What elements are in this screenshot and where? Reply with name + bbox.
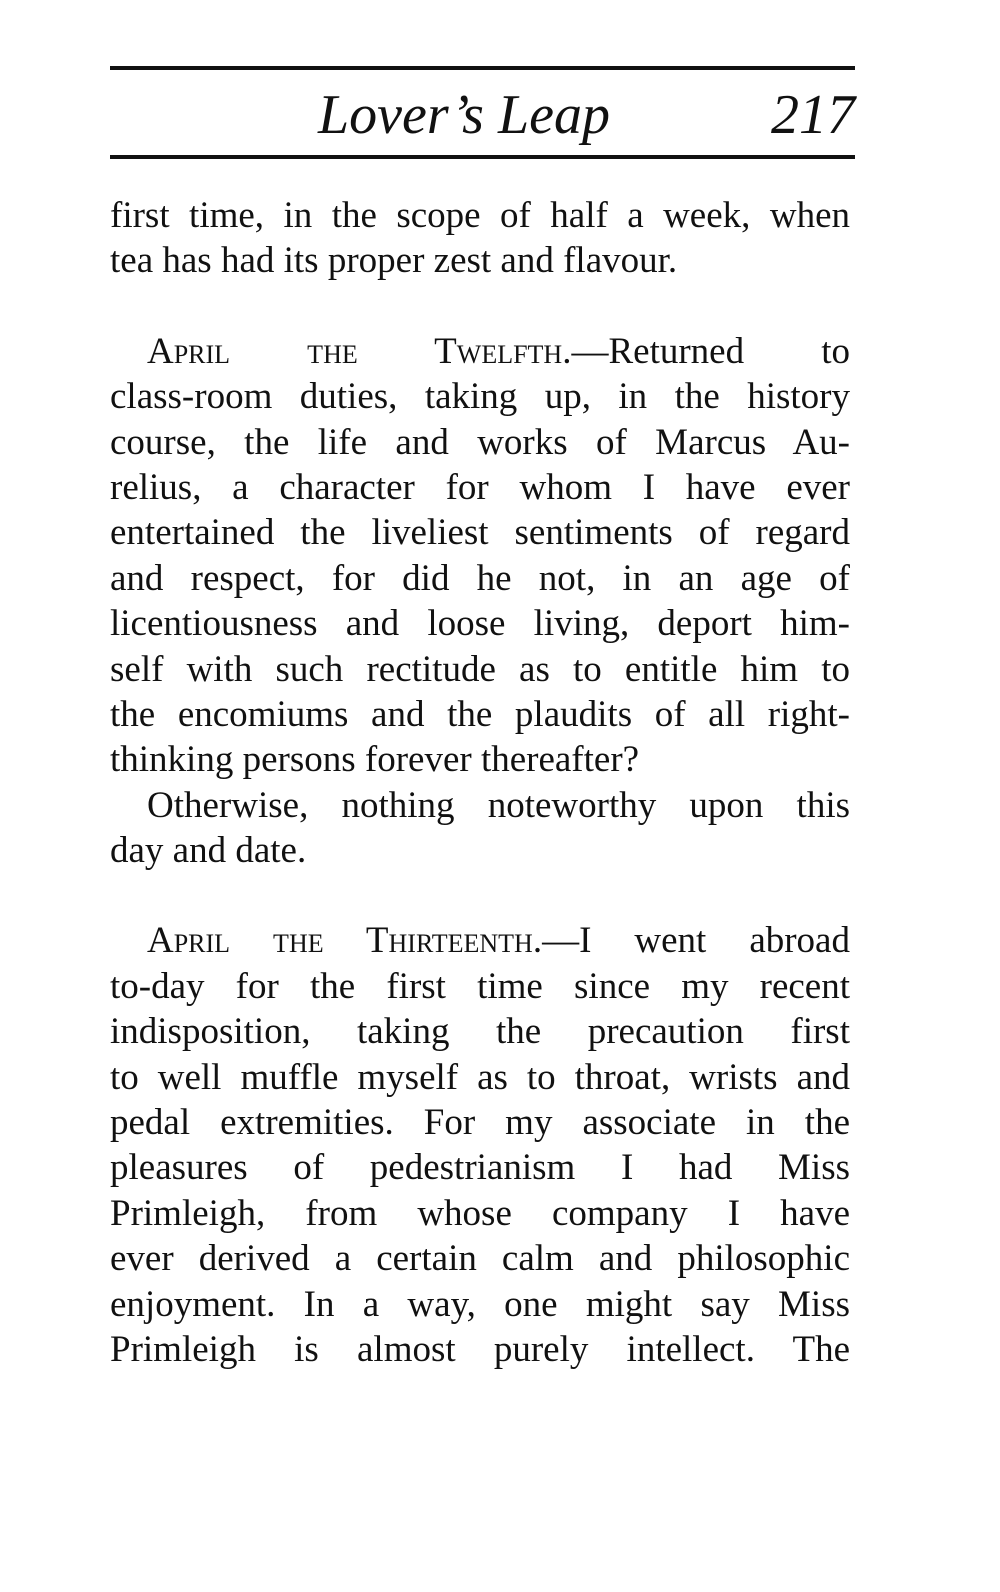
text-line: ever derived a certain calm and philosophic <box>110 1238 850 1280</box>
text-line: to well muffle myself as to throat, wrists and <box>110 1056 850 1098</box>
text-line: entertained the liveliest sentiments of regard <box>110 512 850 554</box>
paragraph-gap <box>110 873 850 918</box>
text-line: tea has had its proper zest and flavour. <box>110 240 678 282</box>
paragraph-otherwise <box>110 783 850 874</box>
running-header <box>110 78 855 148</box>
text-line: course, the life and works of Marcus Au- <box>110 421 850 463</box>
text-line: self with such rectitude as to entitle him to <box>110 648 850 690</box>
text-line: pleasures of pedestrianism I had Miss <box>110 1147 850 1189</box>
text-line: Primleigh is almost purely intellect. The <box>110 1328 850 1370</box>
header-rule-bottom <box>110 155 855 159</box>
text-line: thinking persons forever thereafter? <box>110 739 640 781</box>
text-line: class-room duties, taking up, in the history <box>110 376 850 418</box>
page-number: 217 <box>771 84 855 146</box>
text-line: relius, a character for whom I have ever <box>110 466 850 508</box>
text-line: day and date. <box>110 830 307 872</box>
entry-first-line-text: —Returned to <box>571 330 850 372</box>
text-line: pedal extremities. For my associate in the <box>110 1102 850 1144</box>
text-line: and respect, for did he not, in an age of <box>110 557 850 599</box>
page-body-text <box>110 193 850 1372</box>
entry-first-line <box>110 329 850 374</box>
entry-date-heading: April the Thirteenth. <box>147 920 543 962</box>
running-title: Lover’s Leap <box>318 84 610 146</box>
entry-first-line-text: —I went abroad <box>542 920 850 962</box>
text-line: licentiousness and loose living, deport him- <box>110 603 850 645</box>
text-line: first time, in the scope of half a week, when <box>110 195 850 236</box>
text-line: to-day for the first time since my recent <box>110 965 850 1007</box>
header-rule-top <box>110 66 855 70</box>
diary-entry-april-thirteenth <box>110 918 850 1372</box>
text-line: indisposition, taking the precaution first <box>110 1011 850 1053</box>
paragraph-continued <box>110 193 850 284</box>
entry-date-heading: April the Twelfth. <box>147 330 572 372</box>
text-line: enjoyment. In a way, one might say Miss <box>110 1283 850 1325</box>
text-line: Otherwise, nothing noteworthy upon this <box>147 784 850 826</box>
entry-first-line <box>110 918 850 963</box>
paragraph-gap <box>110 284 850 329</box>
diary-entry-april-twelfth <box>110 329 850 783</box>
text-line: the encomiums and the plaudits of all right- <box>110 693 850 735</box>
text-line: Primleigh, from whose company I have <box>110 1192 850 1234</box>
